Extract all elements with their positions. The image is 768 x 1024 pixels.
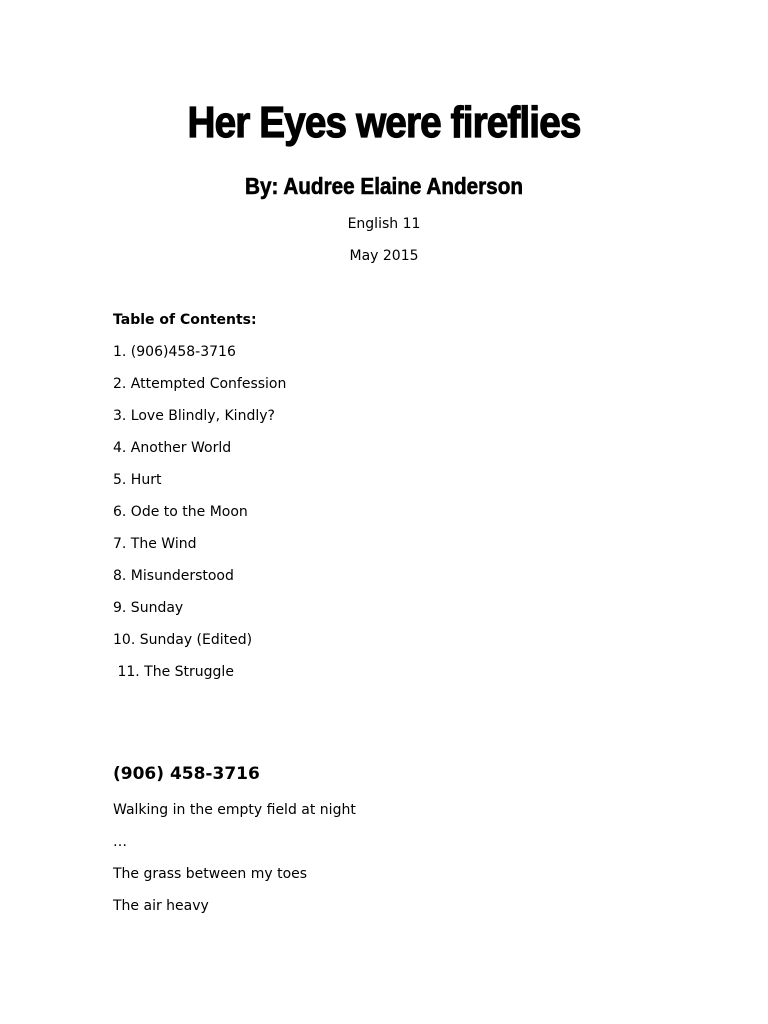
- poem-line: …: [113, 834, 127, 850]
- author-byline: By: Audree Elaine Anderson: [245, 173, 523, 199]
- course-label: English 11: [347, 216, 421, 232]
- poem-line: The air heavy: [113, 898, 209, 914]
- toc-list: [113, 342, 286, 694]
- document-title: Her Eyes were fireflies: [187, 98, 581, 147]
- date-label: May 2015: [349, 248, 419, 264]
- toc-heading: Table of Contents:: [113, 312, 257, 328]
- toc-item: 1. (906)458-3716: [113, 344, 236, 360]
- toc-item: 8. Misunderstood: [113, 568, 234, 584]
- toc-item: 5. Hurt: [113, 472, 162, 488]
- toc-item: 10. Sunday (Edited): [113, 632, 253, 648]
- toc-item: 6. Ode to the Moon: [113, 504, 248, 520]
- toc-item: 3. Love Blindly, Kindly?: [113, 408, 275, 424]
- toc-item: 2. Attempted Confession: [113, 376, 287, 392]
- toc-item: 4. Another World: [113, 440, 232, 456]
- poem-line: Walking in the empty field at night: [113, 802, 356, 818]
- poem-title: (906) 458-3716: [113, 764, 260, 784]
- toc-item: 11. The Struggle: [113, 664, 234, 680]
- poem-line: The grass between my toes: [113, 866, 308, 882]
- toc-item: 9. Sunday: [113, 600, 184, 616]
- poem-body: [113, 800, 356, 928]
- toc-item: 7. The Wind: [113, 536, 197, 552]
